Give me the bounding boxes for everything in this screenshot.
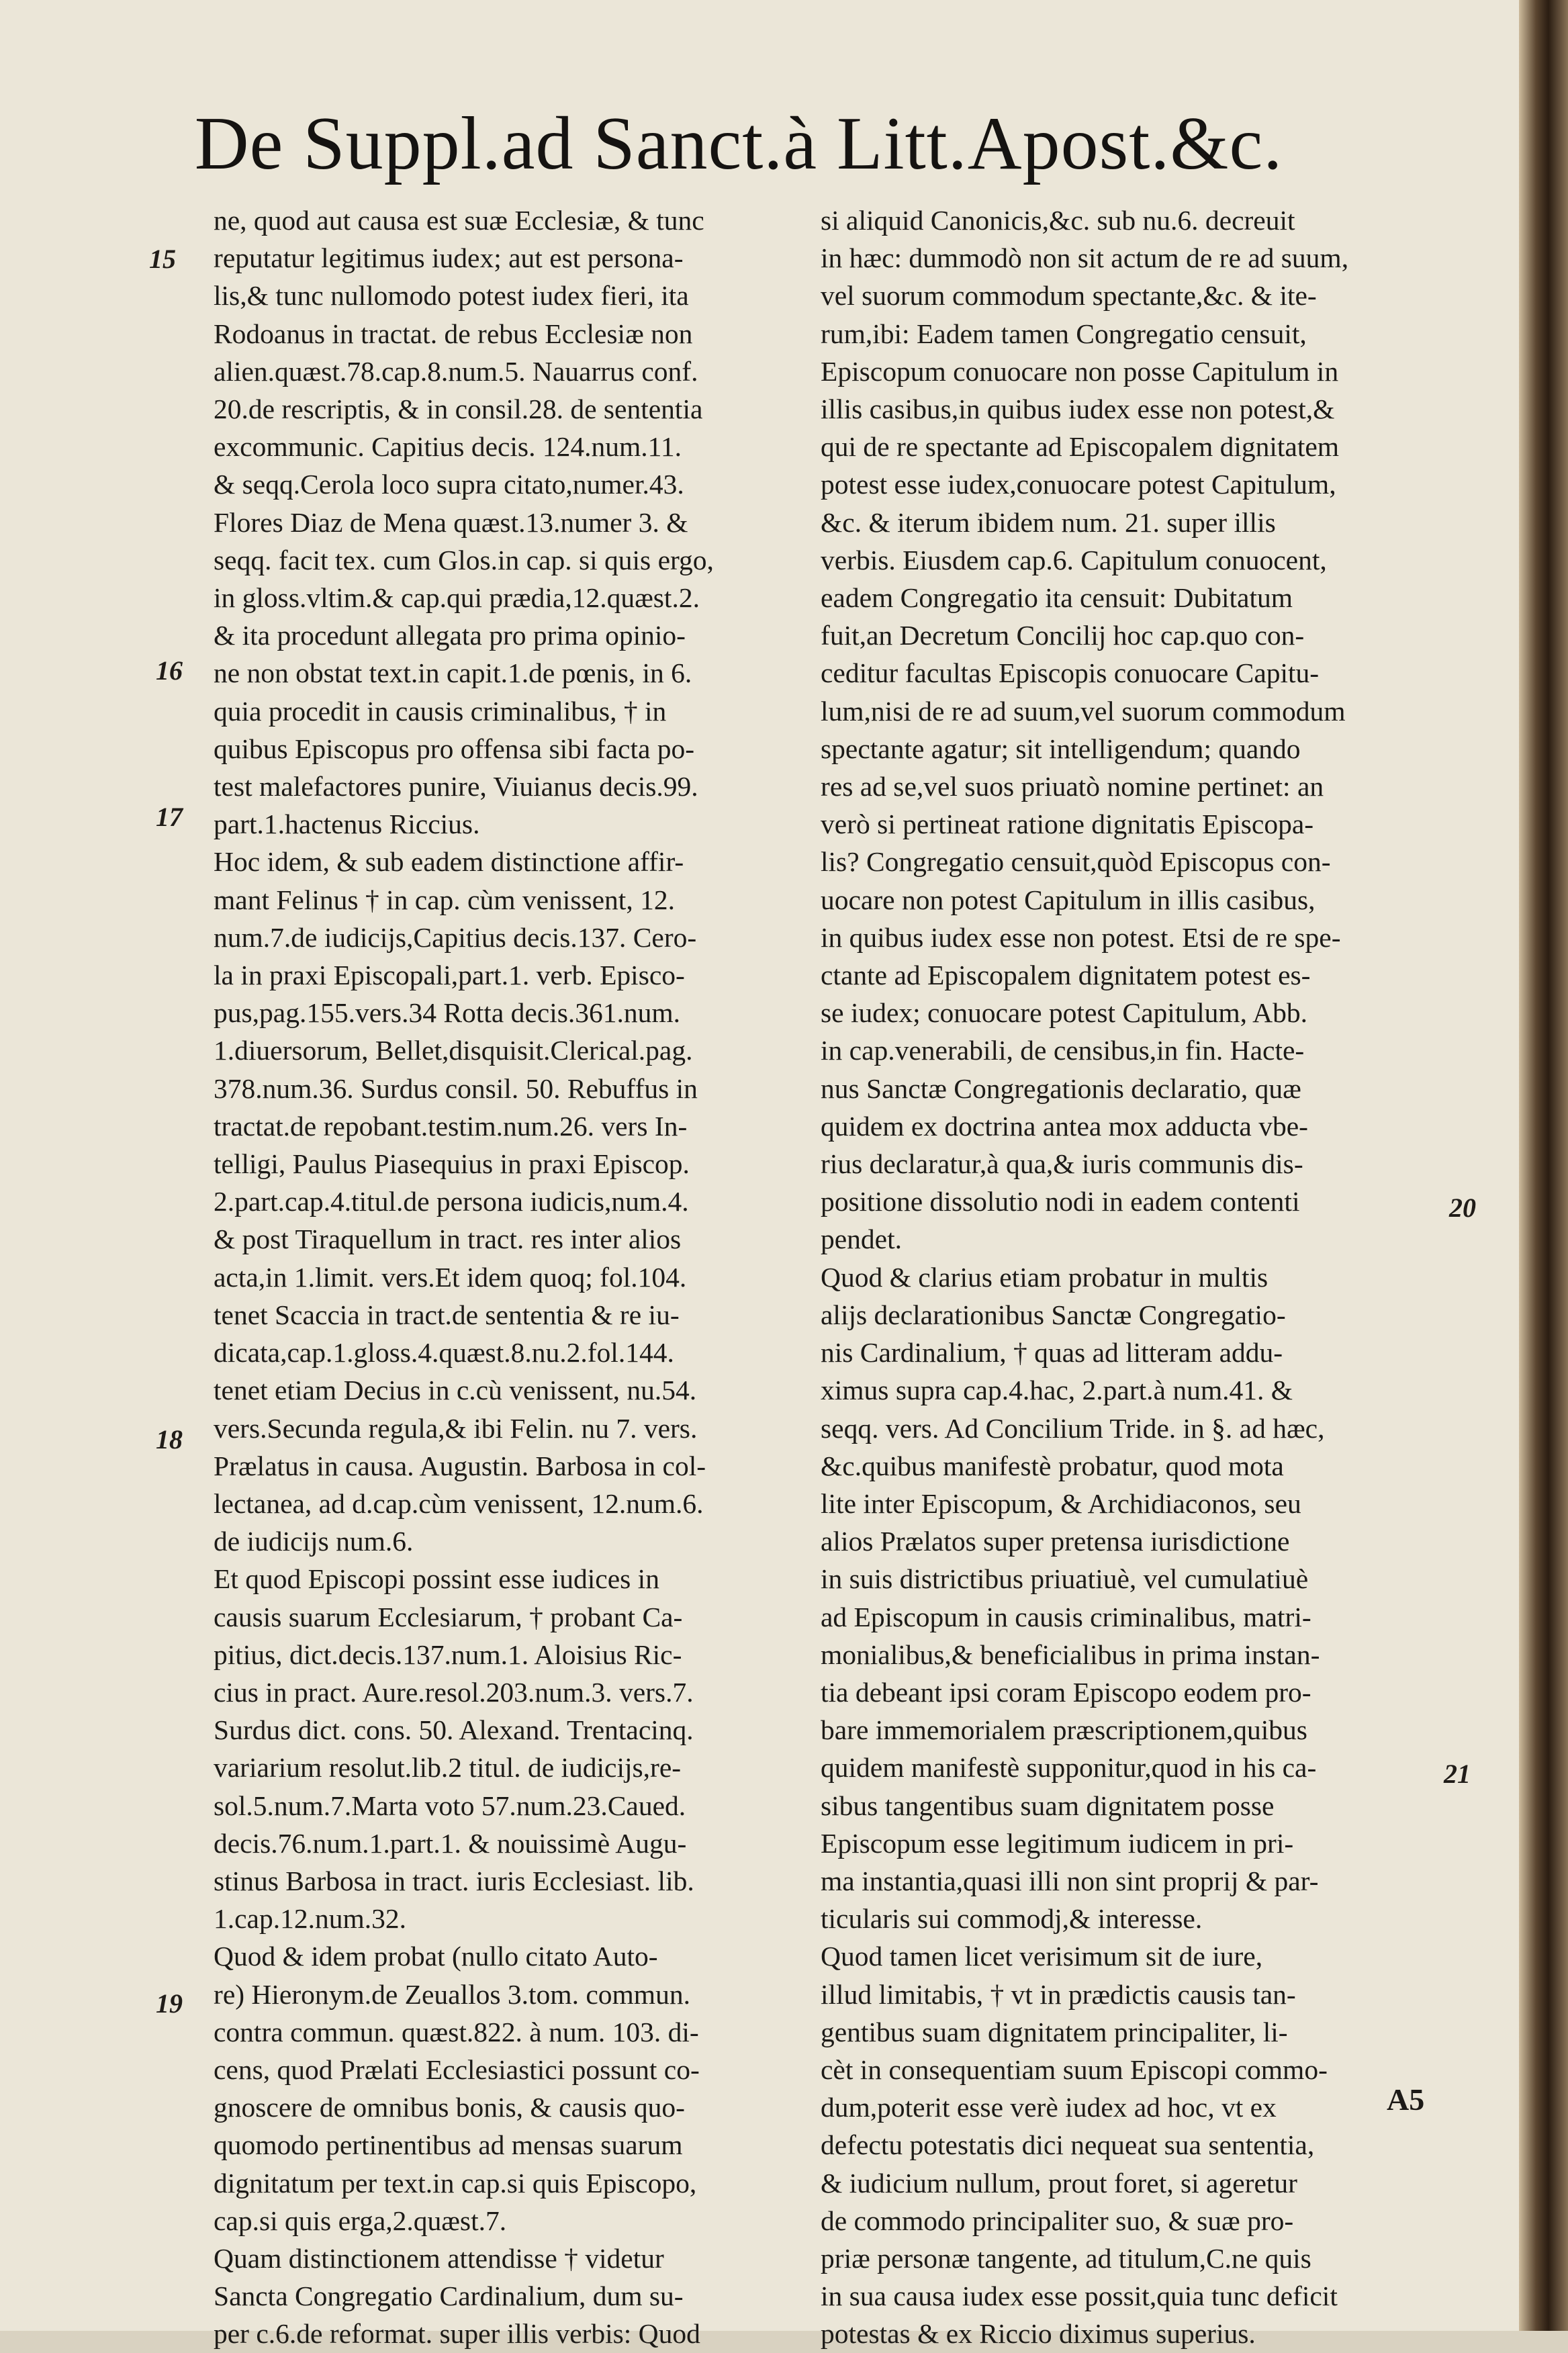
- text-line: Prælatus in causa. Augustin. Barbosa in col-: [214, 1450, 706, 1481]
- text-line: alien.quæst.78.cap.8.num.5. Nauarrus conf.: [214, 355, 698, 387]
- text-line: de iudicijs num.6.: [214, 1526, 414, 1557]
- text-line: 378.num.36. Surdus consil. 50. Rebuffus in: [214, 1072, 698, 1104]
- text-line: Sancta Congregatio Cardinalium, dum su-: [214, 2280, 684, 2312]
- text-line: tractat.de repobant.testim.num.26. vers In-: [214, 1110, 688, 1142]
- text-line: se iudex; conuocare potest Capitulum, Abb.: [821, 997, 1307, 1029]
- text-line: telligi, Paulus Piasequius in praxi Episcop.: [214, 1148, 690, 1180]
- text-line: uocare non potest Capitulum in illis casibus,: [821, 884, 1316, 915]
- text-line: sibus tangentibus suam dignitatem posse: [821, 1790, 1275, 1821]
- text-line: qui de re spectante ad Episcopalem dignitatem: [821, 431, 1340, 463]
- margin-number-17: 17: [156, 802, 183, 832]
- text-line: &c. & iterum ibidem num. 21. super illis: [821, 506, 1276, 538]
- text-line: 2.part.cap.4.titul.de persona iudicis,num.4.: [214, 1186, 689, 1217]
- right-column: [821, 201, 1438, 2353]
- text-line: Episcopum conuocare non posse Capitulum in: [821, 355, 1339, 387]
- text-line: & seqq.Cerola loco supra citato,numer.43.: [214, 469, 684, 500]
- text-line: tia debeant ipsi coram Episcopo eodem pro-: [821, 1676, 1311, 1708]
- text-line: potest esse iudex,conuocare potest Capitulum,: [821, 469, 1336, 500]
- margin-number-18: 18: [156, 1424, 183, 1455]
- running-head: De Suppl.ad Sanct.à Litt.Apost.&c.: [194, 102, 1283, 185]
- text-line: cap.si quis erga,2.quæst.7.: [214, 2205, 507, 2236]
- text-line: pendet.: [821, 1224, 902, 1255]
- text-line: Episcopum esse legitimum iudicem in pri-: [821, 1827, 1294, 1859]
- book-spine: [1519, 0, 1568, 2331]
- text-line: quomodo pertinentibus ad mensas suarum: [214, 2129, 683, 2161]
- text-line: illud limitabis, † vt in prædictis causis tan-: [821, 1978, 1296, 2010]
- text-line: sol.5.num.7.Marta voto 57.num.23.Caued.: [214, 1790, 686, 1821]
- text-line: rius declaratur,à qua,& iuris communis dis-: [821, 1148, 1303, 1180]
- text-line: si aliquid Canonicis,&c. sub nu.6. decreuit: [821, 205, 1295, 236]
- text-line: per c.6.de reformat. super illis verbis: Quod: [214, 2318, 700, 2350]
- text-line: ceditur facultas Episcopis conuocare Capitu-: [821, 657, 1320, 689]
- text-line: tenet Scaccia in tract.de sententia & re iu-: [214, 1299, 680, 1330]
- text-line: causis suarum Ecclesiarum, † probant Ca-: [214, 1601, 683, 1632]
- text-line: test malefactores punire, Viuianus decis.99.: [214, 771, 698, 802]
- text-line: 1.diuersorum, Bellet,disquisit.Clerical.pag.: [214, 1035, 693, 1066]
- text-line: Surdus dict. cons. 50. Alexand. Trentacinq.: [214, 1714, 694, 1746]
- text-line: cèt in consequentiam suum Episcopi commo-: [821, 2054, 1328, 2085]
- text-line: la in praxi Episcopali,part.1. verb. Episco-: [214, 960, 685, 991]
- text-line: ne non obstat text.in capit.1.de pœnis, in 6.: [214, 657, 692, 689]
- text-line: cens, quod Prælati Ecclesiastici possunt co-: [214, 2054, 700, 2085]
- text-line: seqq. vers. Ad Concilium Tride. in §. ad hæc,: [821, 1412, 1325, 1444]
- text-line: Quod & idem probat (nullo citato Auto-: [214, 1941, 658, 1972]
- text-line: monialibus,& beneficialibus in prima instan-: [821, 1639, 1320, 1670]
- text-line: spectante agatur; sit intelligendum; quando: [821, 733, 1301, 764]
- text-line: Quod & clarius etiam probatur in multis: [821, 1261, 1269, 1293]
- text-line: dicata,cap.1.gloss.4.quæst.8.nu.2.fol.144.: [214, 1337, 674, 1369]
- margin-number-20: 20: [1449, 1193, 1476, 1223]
- margin-number-21: 21: [1444, 1759, 1471, 1789]
- text-line: Quam distinctionem attendisse † videtur: [214, 2242, 664, 2274]
- text-line: nis Cardinalium, † quas ad litteram addu-: [821, 1337, 1283, 1369]
- text-line: lum,nisi de re ad suum,vel suorum commodum: [821, 695, 1346, 727]
- text-line: alios Prælatos super pretensa iurisdictione: [821, 1526, 1290, 1557]
- text-line: eadem Congregatio ita censuit: Dubitatum: [821, 582, 1293, 614]
- text-line: re) Hieronym.de Zeuallos 3.tom. commun.: [214, 1978, 690, 2010]
- text-line: pus,pag.155.vers.34 Rotta decis.361.num.: [214, 997, 681, 1029]
- text-line: & ita procedunt allegata pro prima opinio-: [214, 620, 686, 651]
- text-line: &c.quibus manifestè probatur, quod mota: [821, 1450, 1284, 1481]
- text-line: fuit,an Decretum Concilij hoc cap.quo con-: [821, 620, 1305, 651]
- text-line: 20.de rescriptis, & in consil.28. de sententia: [214, 394, 703, 425]
- text-line: in quibus iudex esse non potest. Etsi de re spe-: [821, 921, 1341, 953]
- text-line: quibus Episcopus pro offensa sibi facta po-: [214, 733, 695, 764]
- left-column: [214, 201, 771, 2353]
- text-line: dum,poterit esse verè iudex ad hoc, vt ex: [821, 2092, 1277, 2123]
- text-line: res ad se,vel suos priuatò nomine pertinet: an: [821, 771, 1324, 802]
- text-line: mant Felinus † in cap. cùm venissent, 12.: [214, 884, 675, 915]
- text-line: defectu potestatis dici nequeat sua sententia,: [821, 2129, 1315, 2161]
- text-line: quia procedit in causis criminalibus, † in: [214, 695, 667, 727]
- text-line: lis,& tunc nullomodo potest iudex fieri, ita: [214, 280, 689, 312]
- text-line: gnoscere de omnibus bonis, & causis quo-: [214, 2092, 685, 2123]
- text-line: gentibus suam dignitatem principaliter, li-: [821, 2016, 1288, 2047]
- text-line: contra commun. quæst.822. à num. 103. di-: [214, 2016, 699, 2047]
- text-line: lite inter Episcopum, & Archidiaconos, seu: [821, 1487, 1301, 1519]
- text-line: acta,in 1.limit. vers.Et idem quoq; fol.104.: [214, 1261, 687, 1293]
- signature-mark: A5: [1387, 2082, 1425, 2117]
- text-line: ticularis sui commodj,& interesse.: [821, 1903, 1203, 1935]
- text-line: rum,ibi: Eadem tamen Congregatio censuit,: [821, 318, 1307, 349]
- text-line: 1.cap.12.num.32.: [214, 1903, 406, 1935]
- text-line: cius in pract. Aure.resol.203.num.3. vers.7.: [214, 1676, 694, 1708]
- text-line: vel suorum commodum spectante,&c. & ite-: [821, 280, 1317, 312]
- text-line: seqq. facit tex. cum Glos.in cap. si quis ergo,: [214, 544, 714, 575]
- text-line: part.1.hactenus Riccius.: [214, 809, 480, 840]
- margin-number-15: 15: [149, 244, 176, 274]
- text-line: Quod tamen licet verisimum sit de iure,: [821, 1941, 1263, 1972]
- text-line: dignitatum per text.in cap.si quis Episcopo,: [214, 2167, 697, 2199]
- text-line: stinus Barbosa in tract. iuris Ecclesiast. lib.: [214, 1865, 694, 1896]
- text-line: ximus supra cap.4.hac, 2.part.à num.41. &: [821, 1375, 1293, 1406]
- text-line: & post Tiraquellum in tract. res inter alios: [214, 1224, 682, 1255]
- text-line: in sua causa iudex esse possit,quia tunc deficit: [821, 2280, 1338, 2312]
- text-line: Flores Diaz de Mena quæst.13.numer 3. &: [214, 506, 688, 538]
- text-line: Hoc idem, & sub eadem distinctione affir-: [214, 846, 684, 878]
- text-line: & iudicium nullum, prout foret, si ageretur: [821, 2167, 1297, 2199]
- text-line: vers.Secunda regula,& ibi Felin. nu 7. vers.: [214, 1412, 698, 1444]
- text-line: priæ personæ tangente, ad titulum,C.ne quis: [821, 2242, 1311, 2274]
- text-line: nus Sanctæ Congregationis declaratio, quæ: [821, 1072, 1301, 1104]
- text-line: alijs declarationibus Sanctæ Congregatio-: [821, 1299, 1286, 1330]
- text-line: ad Episcopum in causis criminalibus, matri-: [821, 1601, 1311, 1632]
- margin-number-19: 19: [156, 1988, 183, 2019]
- text-line: Et quod Episcopi possint esse iudices in: [214, 1563, 659, 1595]
- text-line: lectanea, ad d.cap.cùm venissent, 12.num.6.: [214, 1487, 704, 1519]
- text-line: tenet etiam Decius in c.cù venissent, nu.54.: [214, 1375, 697, 1406]
- text-line: ma instantia,quasi illi non sint proprij & par-: [821, 1865, 1319, 1896]
- text-line: in suis districtibus priuatiuè, vel cumulatiuè: [821, 1563, 1309, 1595]
- text-line: ne, quod aut causa est suæ Ecclesiæ, & tunc: [214, 205, 704, 236]
- text-line: in cap.venerabili, de censibus,in fin. Hacte-: [821, 1035, 1305, 1066]
- text-line: decis.76.num.1.part.1. & nouissimè Augu-: [214, 1827, 687, 1859]
- text-line: excommunic. Capitius decis. 124.num.11.: [214, 431, 682, 463]
- text-line: in hæc: dummodò non sit actum de re ad suum,: [821, 242, 1349, 274]
- text-line: de commodo principaliter suo, & suæ pro-: [821, 2205, 1294, 2236]
- text-line: variarium resolut.lib.2 titul. de iudicijs,re-: [214, 1752, 682, 1784]
- text-line: positione dissolutio nodi in eadem contenti: [821, 1186, 1300, 1217]
- text-line: bare immemorialem præscriptionem,quibus: [821, 1714, 1307, 1746]
- text-line: potestas & ex Riccio diximus superius.: [821, 2318, 1256, 2350]
- text-line: verò si pertineat ratione dignitatis Episcopa-: [821, 809, 1314, 840]
- text-line: verbis. Eiusdem cap.6. Capitulum conuocent,: [821, 544, 1327, 575]
- text-line: illis casibus,in quibus iudex esse non potest,&: [821, 394, 1335, 425]
- text-line: reputatur legitimus iudex; aut est persona-: [214, 242, 684, 274]
- text-line: num.7.de iudicijs,Capitius decis.137. Cero-: [214, 921, 697, 953]
- margin-number-16: 16: [156, 655, 183, 686]
- text-line: quidem ex doctrina antea mox adducta vbe-: [821, 1110, 1308, 1142]
- text-line: in gloss.vltim.& cap.qui prædia,12.quæst.2.: [214, 582, 700, 614]
- text-line: ctante ad Episcopalem dignitatem potest es-: [821, 960, 1311, 991]
- text-line: Rodoanus in tractat. de rebus Ecclesiæ non: [214, 318, 693, 349]
- text-line: lis? Congregatio censuit,quòd Episcopus con-: [821, 846, 1331, 878]
- text-line: quidem manifestè supponitur,quod in his ca-: [821, 1752, 1317, 1784]
- text-line: pitius, dict.decis.137.num.1. Aloisius Ric-: [214, 1639, 682, 1670]
